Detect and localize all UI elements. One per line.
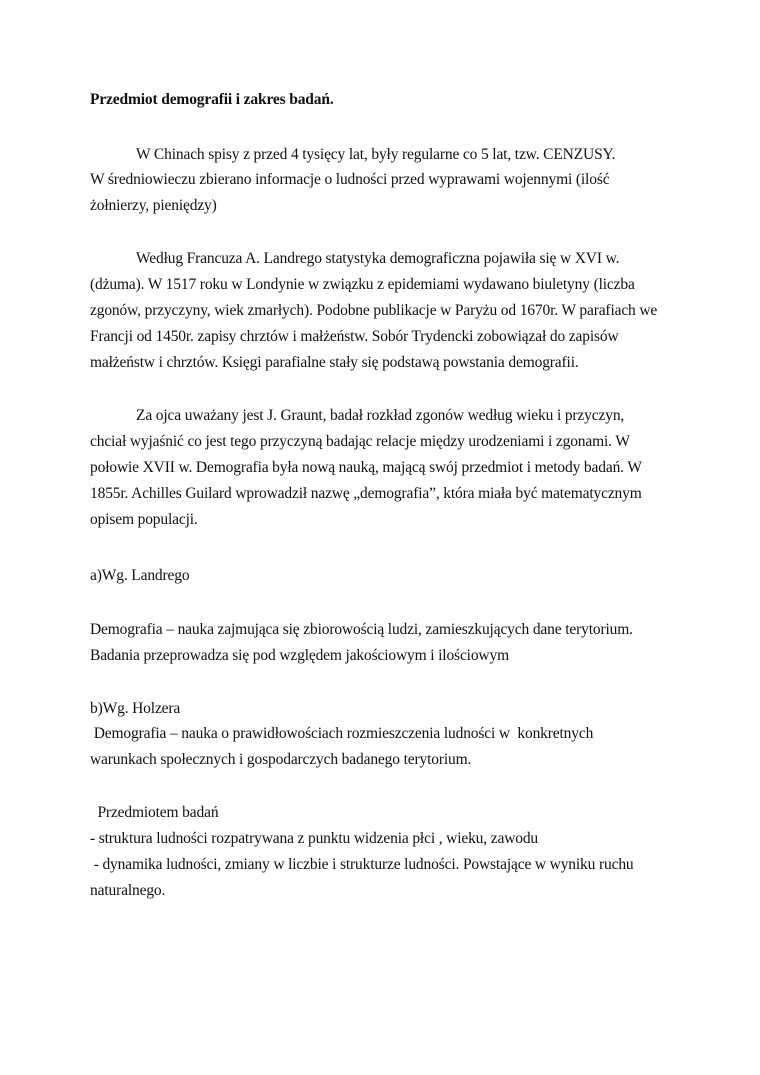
paragraph-2-line-1: Według Francuza A. Landrego statystyka demograficzna pojawiła się w XVI w. — [136, 250, 620, 267]
subject-heading: Przedmiotem badań — [90, 804, 219, 821]
paragraph-2-line-3: zgonów, przyczyny, wiek zmarłych). Podobne publikacje w Paryżu od 1670r. W parafiach we — [90, 302, 658, 319]
paragraph-3-line-2: chciał wyjaśnić co jest tego przyczyną badając relacje między urodzeniami i zgonami. W — [90, 433, 630, 450]
section-a-line-1: Demografia – nauka zajmująca się zbiorowością ludzi, zamieszkujących dane terytorium. — [90, 621, 633, 638]
section-b-line-1: Demografia – nauka o prawidłowościach rozmieszczenia ludności w konkretnych — [90, 725, 594, 742]
section-a-line-2: Badania przeprowadza się pod względem jakościowym i ilościowym — [90, 647, 509, 664]
section-b-line-2: warunkach społecznych i gospodarczych badanego terytorium. — [90, 751, 472, 768]
paragraph-3-line-3: połowie XVII w. Demografia była nową nauką, mającą swój przedmiot i metody badań. W — [90, 459, 642, 476]
paragraph-3-line-1: Za ojca uważany jest J. Graunt, badał rozkład zgonów według wieku i przyczyn, — [136, 407, 625, 424]
paragraph-2-line-2: (dżuma). W 1517 roku w Londynie w związku z epidemiami wydawano biuletyny (liczba — [90, 276, 635, 293]
paragraph-2-line-5: małżeństw i chrztów. Księgi parafialne stały się podstawą powstania demografii. — [90, 354, 579, 371]
paragraph-1-line-1: W Chinach spisy z przed 4 tysięcy lat, były regularne co 5 lat, tzw. CENZUSY. — [136, 146, 616, 163]
paragraph-3-line-5: opisem populacji. — [90, 511, 198, 528]
paragraph-1-line-2: W średniowieczu zbierano informacje o ludności przed wyprawami wojennymi (ilość — [90, 171, 610, 188]
section-b-heading: b)Wg. Holzera — [90, 700, 181, 717]
subject-line-3: naturalnego. — [90, 882, 166, 899]
paragraph-3-line-4: 1855r. Achilles Guilard wprowadził nazwę „demografia”, która miała być matematycznym — [90, 485, 642, 502]
paragraph-1-line-3: żołnierzy, pieniędzy) — [90, 197, 217, 214]
section-a-heading: a)Wg. Landrego — [90, 567, 190, 584]
subject-line-2: - dynamika ludności, zmiany w liczbie i strukturze ludności. Powstające w wyniku ruchu — [90, 856, 634, 873]
subject-line-1: - struktura ludności rozpatrywana z punktu widzenia płci , wieku, zawodu — [90, 830, 539, 847]
paragraph-2-line-4: Francji od 1450r. zapisy chrztów i małżeństw. Sobór Trydencki zobowiązał do zapisów — [90, 328, 619, 345]
document-title: Przedmiot demografii i zakres badań. — [90, 91, 334, 108]
